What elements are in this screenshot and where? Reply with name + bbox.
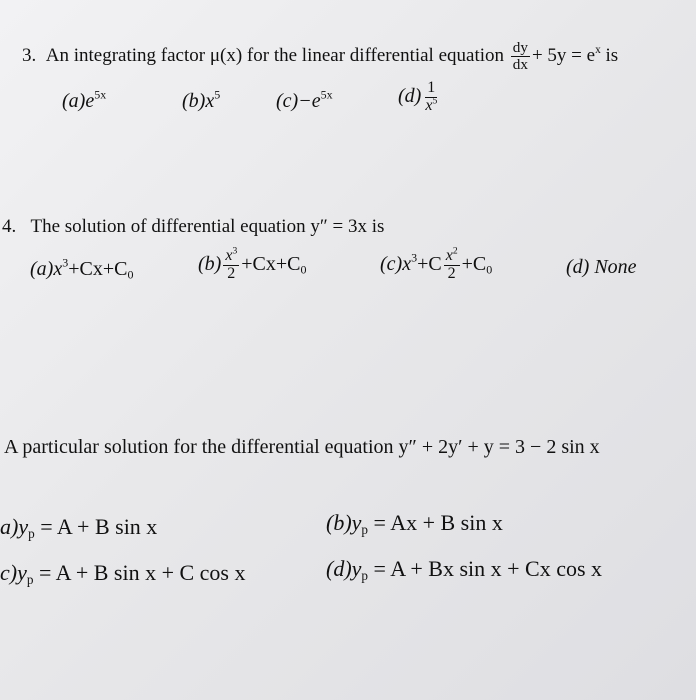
q5-option-a-label: a)y	[0, 514, 29, 539]
subscript: p	[361, 521, 369, 537]
q3-option-c-text: (c)−e	[276, 90, 321, 112]
subscript: p	[26, 571, 34, 587]
q5-option-d	[326, 556, 602, 582]
question-3-number: 3.	[22, 44, 37, 66]
q4-option-a-rest: +Cx+C	[68, 258, 128, 280]
exponent: 5	[214, 87, 221, 102]
q3-option-d-text: (d)	[398, 84, 422, 107]
fraction-numerator: 1	[427, 79, 436, 96]
q5-option-d-rest: = A + Bx sin x + Cx cos x	[368, 556, 603, 581]
q4-option-b-rest: +Cx+C	[241, 252, 301, 275]
question-4-text: The solution of differential equation y″ = 3x is	[30, 216, 385, 237]
exponent: 5x	[94, 87, 107, 102]
q5-option-b-label: (b)y	[326, 510, 362, 535]
q4-option-d	[566, 256, 637, 279]
question-5	[4, 436, 600, 459]
fraction-numerator	[223, 245, 239, 266]
variable: x	[445, 247, 453, 264]
q4-option-c-fraction	[444, 245, 460, 283]
question-3-is: is	[605, 44, 619, 66]
q4-option-c-mid: +C	[417, 252, 442, 275]
q5-option-a	[0, 514, 157, 540]
question-3-text: An integrating factor μ(x) for the linear differential equation	[45, 44, 505, 66]
question-3-derivative	[511, 40, 530, 73]
fraction-numerator: dy	[512, 39, 528, 56]
exponent: 3	[411, 250, 418, 265]
fraction-denominator: 2	[447, 264, 456, 282]
subscript: 0	[300, 262, 307, 277]
q4-option-c-rest: +C	[461, 252, 487, 275]
exponent: 3	[232, 245, 238, 257]
q4-option-d-text: (d) None	[566, 256, 637, 278]
q5-option-c-rest: = A + B sin x + C cos x	[33, 560, 246, 585]
subscript: 0	[127, 267, 134, 282]
subscript: p	[28, 525, 35, 541]
fraction-denominator: 2	[227, 264, 236, 282]
q5-option-a-rest: = A + B sin x	[34, 514, 158, 539]
question-3-tail: + 5y = e	[531, 44, 596, 66]
q5-option-b-rest: = Ax + B sin x	[368, 510, 503, 535]
q4-option-c-text: (c)x	[380, 252, 412, 275]
question-5-text: A particular solution for the differential equation y″ + 2y′ + y = 3 − 2 sin x	[4, 436, 600, 458]
exponent: 5x	[320, 87, 333, 102]
question-4-number: 4.	[2, 216, 17, 237]
q4-option-b-fraction	[223, 245, 239, 283]
fraction-denominator	[423, 95, 439, 115]
question-3	[22, 40, 618, 73]
q4-option-c	[380, 245, 493, 283]
q5-option-b	[326, 510, 503, 536]
q3-option-a-text: (a)e	[62, 90, 95, 112]
subscript: p	[361, 567, 369, 583]
exponent: 5	[432, 95, 438, 107]
q5-option-c-label: c)y	[0, 560, 27, 585]
question-4	[2, 216, 384, 238]
q3-option-b-text: (b)x	[182, 90, 215, 112]
q4-option-a	[30, 255, 134, 282]
q3-option-a	[62, 87, 107, 113]
q4-option-a-text: (a)x	[30, 258, 63, 280]
q4-option-b-label: (b)	[198, 252, 222, 275]
q5-option-d-label: (d)y	[326, 556, 362, 581]
variable: x	[225, 247, 233, 264]
q3-option-d	[398, 80, 441, 115]
fraction-numerator	[444, 245, 460, 266]
q3-option-c	[276, 87, 333, 113]
exponent: 2	[452, 245, 458, 257]
q3-option-d-fraction	[423, 80, 439, 115]
fraction-denominator: dx	[512, 55, 528, 73]
q4-option-b	[198, 245, 307, 283]
subscript: 0	[486, 262, 493, 277]
exponent: 3	[62, 255, 69, 270]
variable: x	[425, 96, 433, 114]
exponent: x	[595, 43, 601, 56]
q3-option-b	[182, 87, 221, 113]
q5-option-c	[0, 560, 245, 586]
